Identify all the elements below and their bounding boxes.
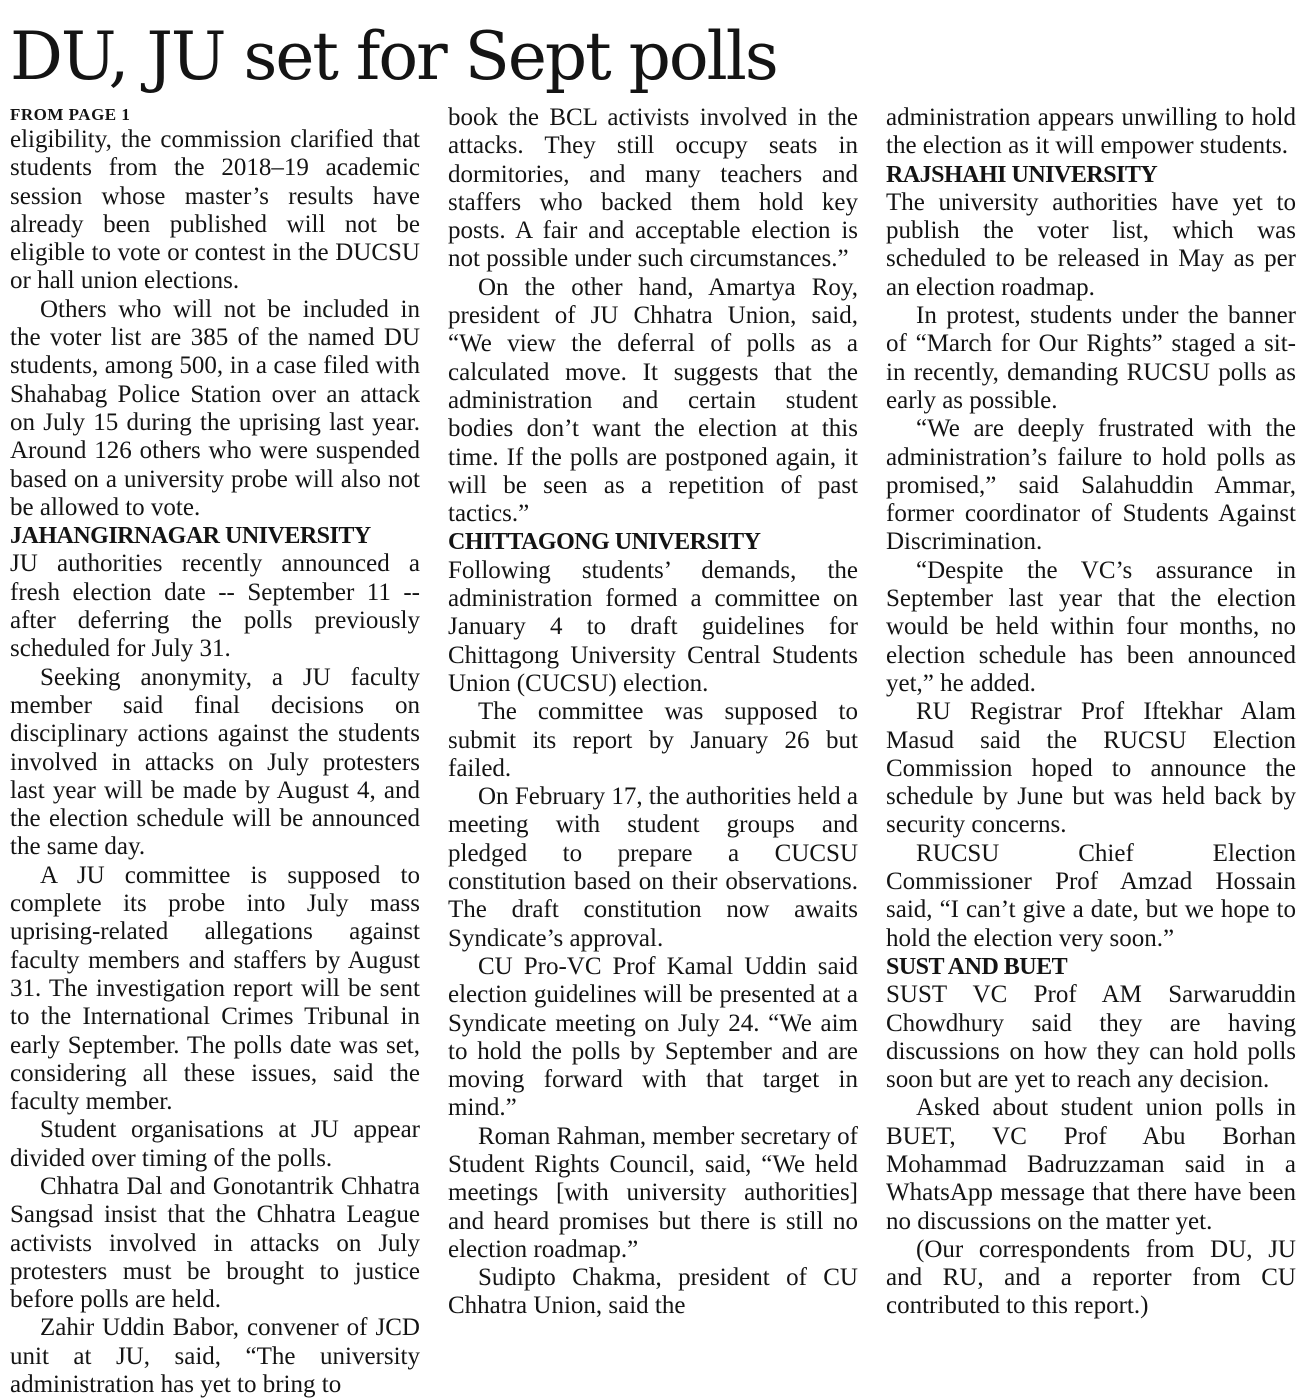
- article-column-3: [886, 104, 1296, 1321]
- paragraph: On February 17, the authorities held a meeting with student groups and pledged to prepare a CUCSU constitution based on their observations. The draft constitution now awaits Syndicate’s approval.: [448, 783, 858, 952]
- paragraph: Student organisations at JU appear divided over timing of the polls.: [10, 1116, 420, 1172]
- paragraph: Roman Rahman, member secretary of Student Rights Council, said, “We held meetings [with university authorities] and heard promises but there is still no election roadmap.”: [448, 1122, 858, 1263]
- continued-from-kicker: FROM PAGE 1: [10, 105, 131, 124]
- paragraph: “Despite the VC’s assurance in September last year that the election would be held within four months, no election schedule has been announced yet,” he added.: [886, 556, 1296, 697]
- paragraph: SUST VC Prof AM Sarwaruddin Chowdhury said they are having discussions on how they can hold polls soon but are yet to reach any decision.: [886, 981, 1296, 1094]
- paragraph: The university authorities have yet to publish the voter list, which was scheduled to be released in May as per an election roadmap.: [886, 188, 1296, 301]
- paragraph: Following students’ demands, the administration formed a committee on January 4 to draft guidelines for Chittagong University Central Students Union (CUCSU) election.: [448, 556, 858, 697]
- headline: DU, JU set for Sept polls: [10, 18, 777, 95]
- paragraph: (Our correspondents from DU, JU and RU, and a reporter from CU contributed to this report.): [886, 1235, 1296, 1320]
- paragraph: On the other hand, Amartya Roy, president of JU Chhatra Union, said, “We view the deferral of polls as a calculated move. It suggests that the administration and certain student bodies don’t want the election at this time. If the polls are postponed again, it will be seen as a repetition of past tactics.”: [448, 273, 858, 528]
- paragraph: “We are deeply frustrated with the administration’s failure to hold polls as promised,” said Salahuddin Ammar, former coordinator of Students Against Discrimination.: [886, 415, 1296, 556]
- paragraph: Chhatra Dal and Gonotantrik Chhatra Sangsad insist that the Chhatra League activists involved in attacks on July protesters must be brought to justice before polls are held.: [10, 1172, 420, 1314]
- paragraph: Seeking anonymity, a JU faculty member said final decisions on disciplinary actions against the students involved in attacks on July protesters last year will be made by August 4, and the election schedule will be announced the same day.: [10, 663, 420, 861]
- paragraph: CU Pro-VC Prof Kamal Uddin said election guidelines will be presented at a Syndicate meeting on July 24. “We aim to hold the polls by September and are moving forward with that target in mind.”: [448, 952, 858, 1122]
- paragraph: Others who will not be included in the voter list are 385 of the named DU students, among 500, in a case filed with Shahabag Police Station over an attack on July 15 during the uprising last year. Around 126 others who were suspended based on a university probe will also not be allowed to vote.: [10, 295, 420, 521]
- paragraph: eligibility, the commission clarified that students from the 2018–19 academic session whose master’s results have already been published will not be eligible to vote or contest in the DUCSU or hall union elections.: [10, 126, 420, 295]
- article-column-1: [10, 104, 420, 1399]
- paragraph: administration appears unwilling to hold the election as it will empower students.: [886, 104, 1296, 160]
- paragraph: In protest, students under the banner of “March for Our Rights” staged a sit-in recently, demanding RUCSU polls as early as possible.: [886, 302, 1296, 414]
- paragraph: RU Registrar Prof Iftekhar Alam Masud said the RUCSU Election Commission hoped to announce the schedule by June but was held back by security concerns.: [886, 698, 1296, 839]
- paragraph: Sudipto Chakma, president of CU Chhatra Union, said the: [448, 1264, 858, 1320]
- paragraph: The committee was supposed to submit its report by January 26 but failed.: [448, 698, 858, 782]
- paragraph: Asked about student union polls in BUET, VC Prof Abu Borhan Mohammad Badruzzaman said in a WhatsApp message that there have been no discussions on the matter yet.: [886, 1094, 1296, 1235]
- subhead-chittagong-university: CHITTAGONG UNIVERSITY: [448, 529, 761, 556]
- paragraph: A JU committee is supposed to complete its probe into July mass uprising-related allegations against faculty members and staffers by August 31. The investigation report will be sent to the International Crimes Tribunal in early September. The polls date was set, considering all these issues, said the faculty member.: [10, 861, 420, 1116]
- paragraph: JU authorities recently announced a fresh election date -- September 11 -- after deferring the polls previously scheduled for July 31.: [10, 550, 420, 663]
- article-column-2: [448, 104, 858, 1321]
- paragraph: Zahir Uddin Babor, convener of JCD unit at JU, said, “The university administration has yet to bring to: [10, 1314, 420, 1399]
- subhead-rajshahi-university: RAJSHAHI UNIVERSITY: [886, 161, 1158, 188]
- subhead-jahangirnagar-university: JAHANGIRNAGAR UNIVERSITY: [10, 523, 371, 550]
- paragraph: RUCSU Chief Election Commissioner Prof Amzad Hossain said, “I can’t give a date, but we hope to hold the election very soon.”: [886, 839, 1296, 952]
- paragraph: book the BCL activists involved in the attacks. They still occupy seats in dormitories, and many teachers and staffers who backed them hold key posts. A fair and acceptable election is not possible under such circumstances.”: [448, 104, 858, 273]
- subhead-sust-and-buet: SUST AND BUET: [886, 953, 1068, 980]
